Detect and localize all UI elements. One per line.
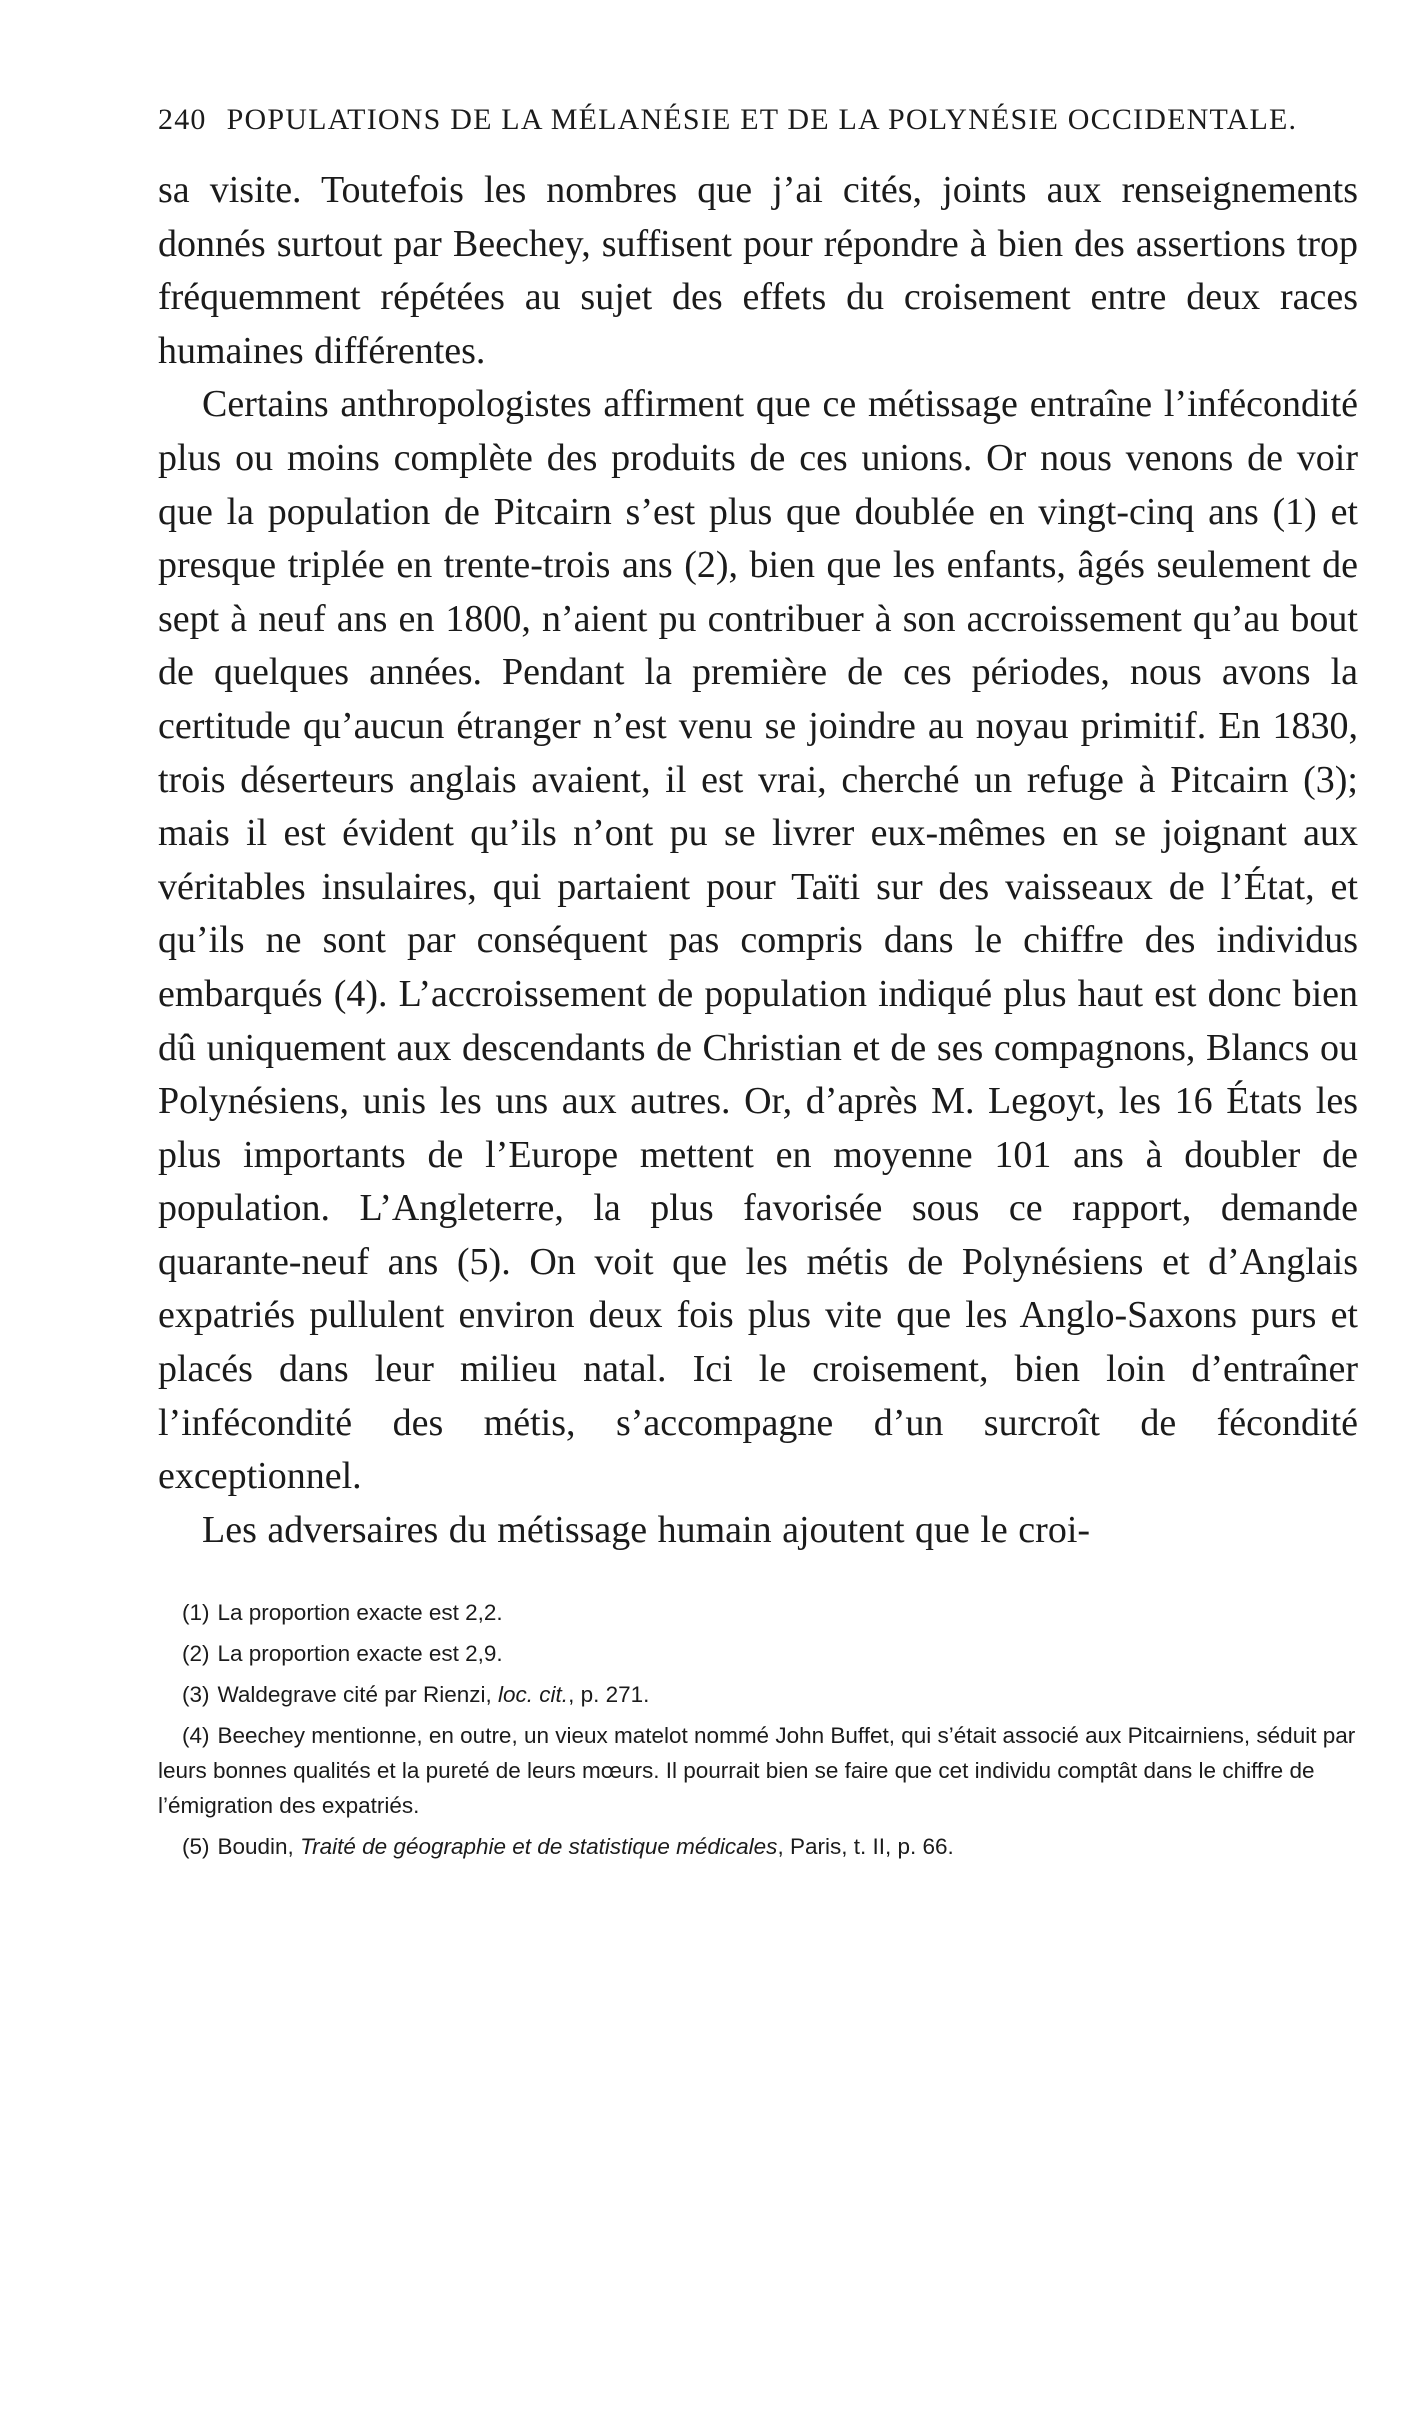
book-page	[158, 100, 1358, 1870]
footnote-number: (1)	[182, 1600, 210, 1626]
paragraph-last: Les adversaires du métissage humain ajoutent que le croi-	[202, 1508, 1091, 1551]
footnote-3	[158, 1677, 1358, 1712]
footnote-text: La proportion exacte est 2,2.	[217, 1600, 503, 1626]
running-head	[158, 100, 1358, 140]
footnote-text-tail: , Paris, t. II, p. 66.	[777, 1834, 954, 1860]
page-number: 240	[158, 103, 207, 136]
footnote-italic-citation: Traité de géographie et de statistique médicales	[300, 1834, 778, 1860]
footnote-5	[158, 1829, 1358, 1864]
footnote-italic-citation: loc. cit.	[498, 1682, 569, 1708]
footnote-number: (2)	[182, 1641, 210, 1667]
footnote-2	[158, 1636, 1358, 1671]
footnote-text: Beechey mentionne, en outre, un vieux matelot nommé John Buffet, qui s’était associé aux Pitcairniens, séduit par leurs bonnes qualités et la pureté de leurs mœurs. Il pourrait bien se faire que cet individu comptât dans le chiffre de l’émigration des expatriés.	[158, 1723, 1356, 1819]
footnote-1	[158, 1595, 1358, 1630]
footnote-number: (5)	[182, 1834, 210, 1860]
paragraph: Certains anthropologistes affirment que ce métissage entraîne l’infécondité plus ou moins complète des produits de ces unions. Or nous venons de voir que la population de Pitcairn s’est plus que doublée en vingt-cinq ans (1) et presque triplée en trente-trois ans (2), bien que les enfants, âgés seulement de sept à neuf ans en 1800, n’aient pu contribuer à son accroissement qu’au bout de quelques années. Pendant la première de ces périodes, nous avons la certitude qu’aucun étranger n’est venu se joindre au noyau primitif. En 1830, trois déserteurs anglais avaient, il est vrai, cherché un refuge à Pitcairn (3); mais il est évident qu’ils n’ont pu se livrer eux-mêmes en se joignant aux véritables insulaires, qui partaient pour Taïti sur des vaisseaux de l’État, et qu’ils ne sont par conséquent pas compris dans le chiffre des individus embarqués (4). L’accroissement de population indiqué plus haut est donc bien dû uniquement aux descendants de Christian et de ses compagnons, Blancs ou Polynésiens, unis les uns aux autres. Or, d’après M. Legoyt, les 16 États les plus importants de l’Europe mettent en moyenne 101 ans à doubler de population. L’Angleterre, la plus favorisée sous ce rapport, demande quarante-neuf ans (5). On voit que les métis de Polynésiens et d’Anglais expatriés pullulent environ deux fois plus vite que les Anglo-Saxons purs et placés dans leur milieu natal. Ici le croisement, bien loin d’entraîner l’infécondité des métis, s’accompagne d’un surcroît de fécondité exceptionnel.	[158, 383, 1358, 1498]
footnotes	[158, 1595, 1358, 1864]
running-title: POPULATIONS DE LA MÉLANÉSIE ET DE LA POLYNÉSIE OCCIDENTALE.	[226, 103, 1298, 136]
footnote-number: (3)	[182, 1682, 210, 1708]
footnote-text-tail: , p. 271.	[568, 1682, 650, 1708]
footnote-number: (4)	[182, 1723, 210, 1749]
footnote-text: La proportion exacte est 2,9.	[217, 1641, 503, 1667]
footnote-text: Waldegrave cité par Rienzi,	[217, 1682, 499, 1708]
footnote-text: Boudin,	[217, 1834, 301, 1860]
footnote-4	[158, 1718, 1358, 1823]
body-text	[158, 164, 1358, 1557]
paragraph-continued: sa visite. Toutefois les nombres que j’ai cités, joints aux renseignements donnés surtout par Beechey, suffisent pour répondre à bien des assertions trop fréquemment répétées au sujet des effets du croisement entre deux races humaines différentes.	[158, 169, 1358, 372]
